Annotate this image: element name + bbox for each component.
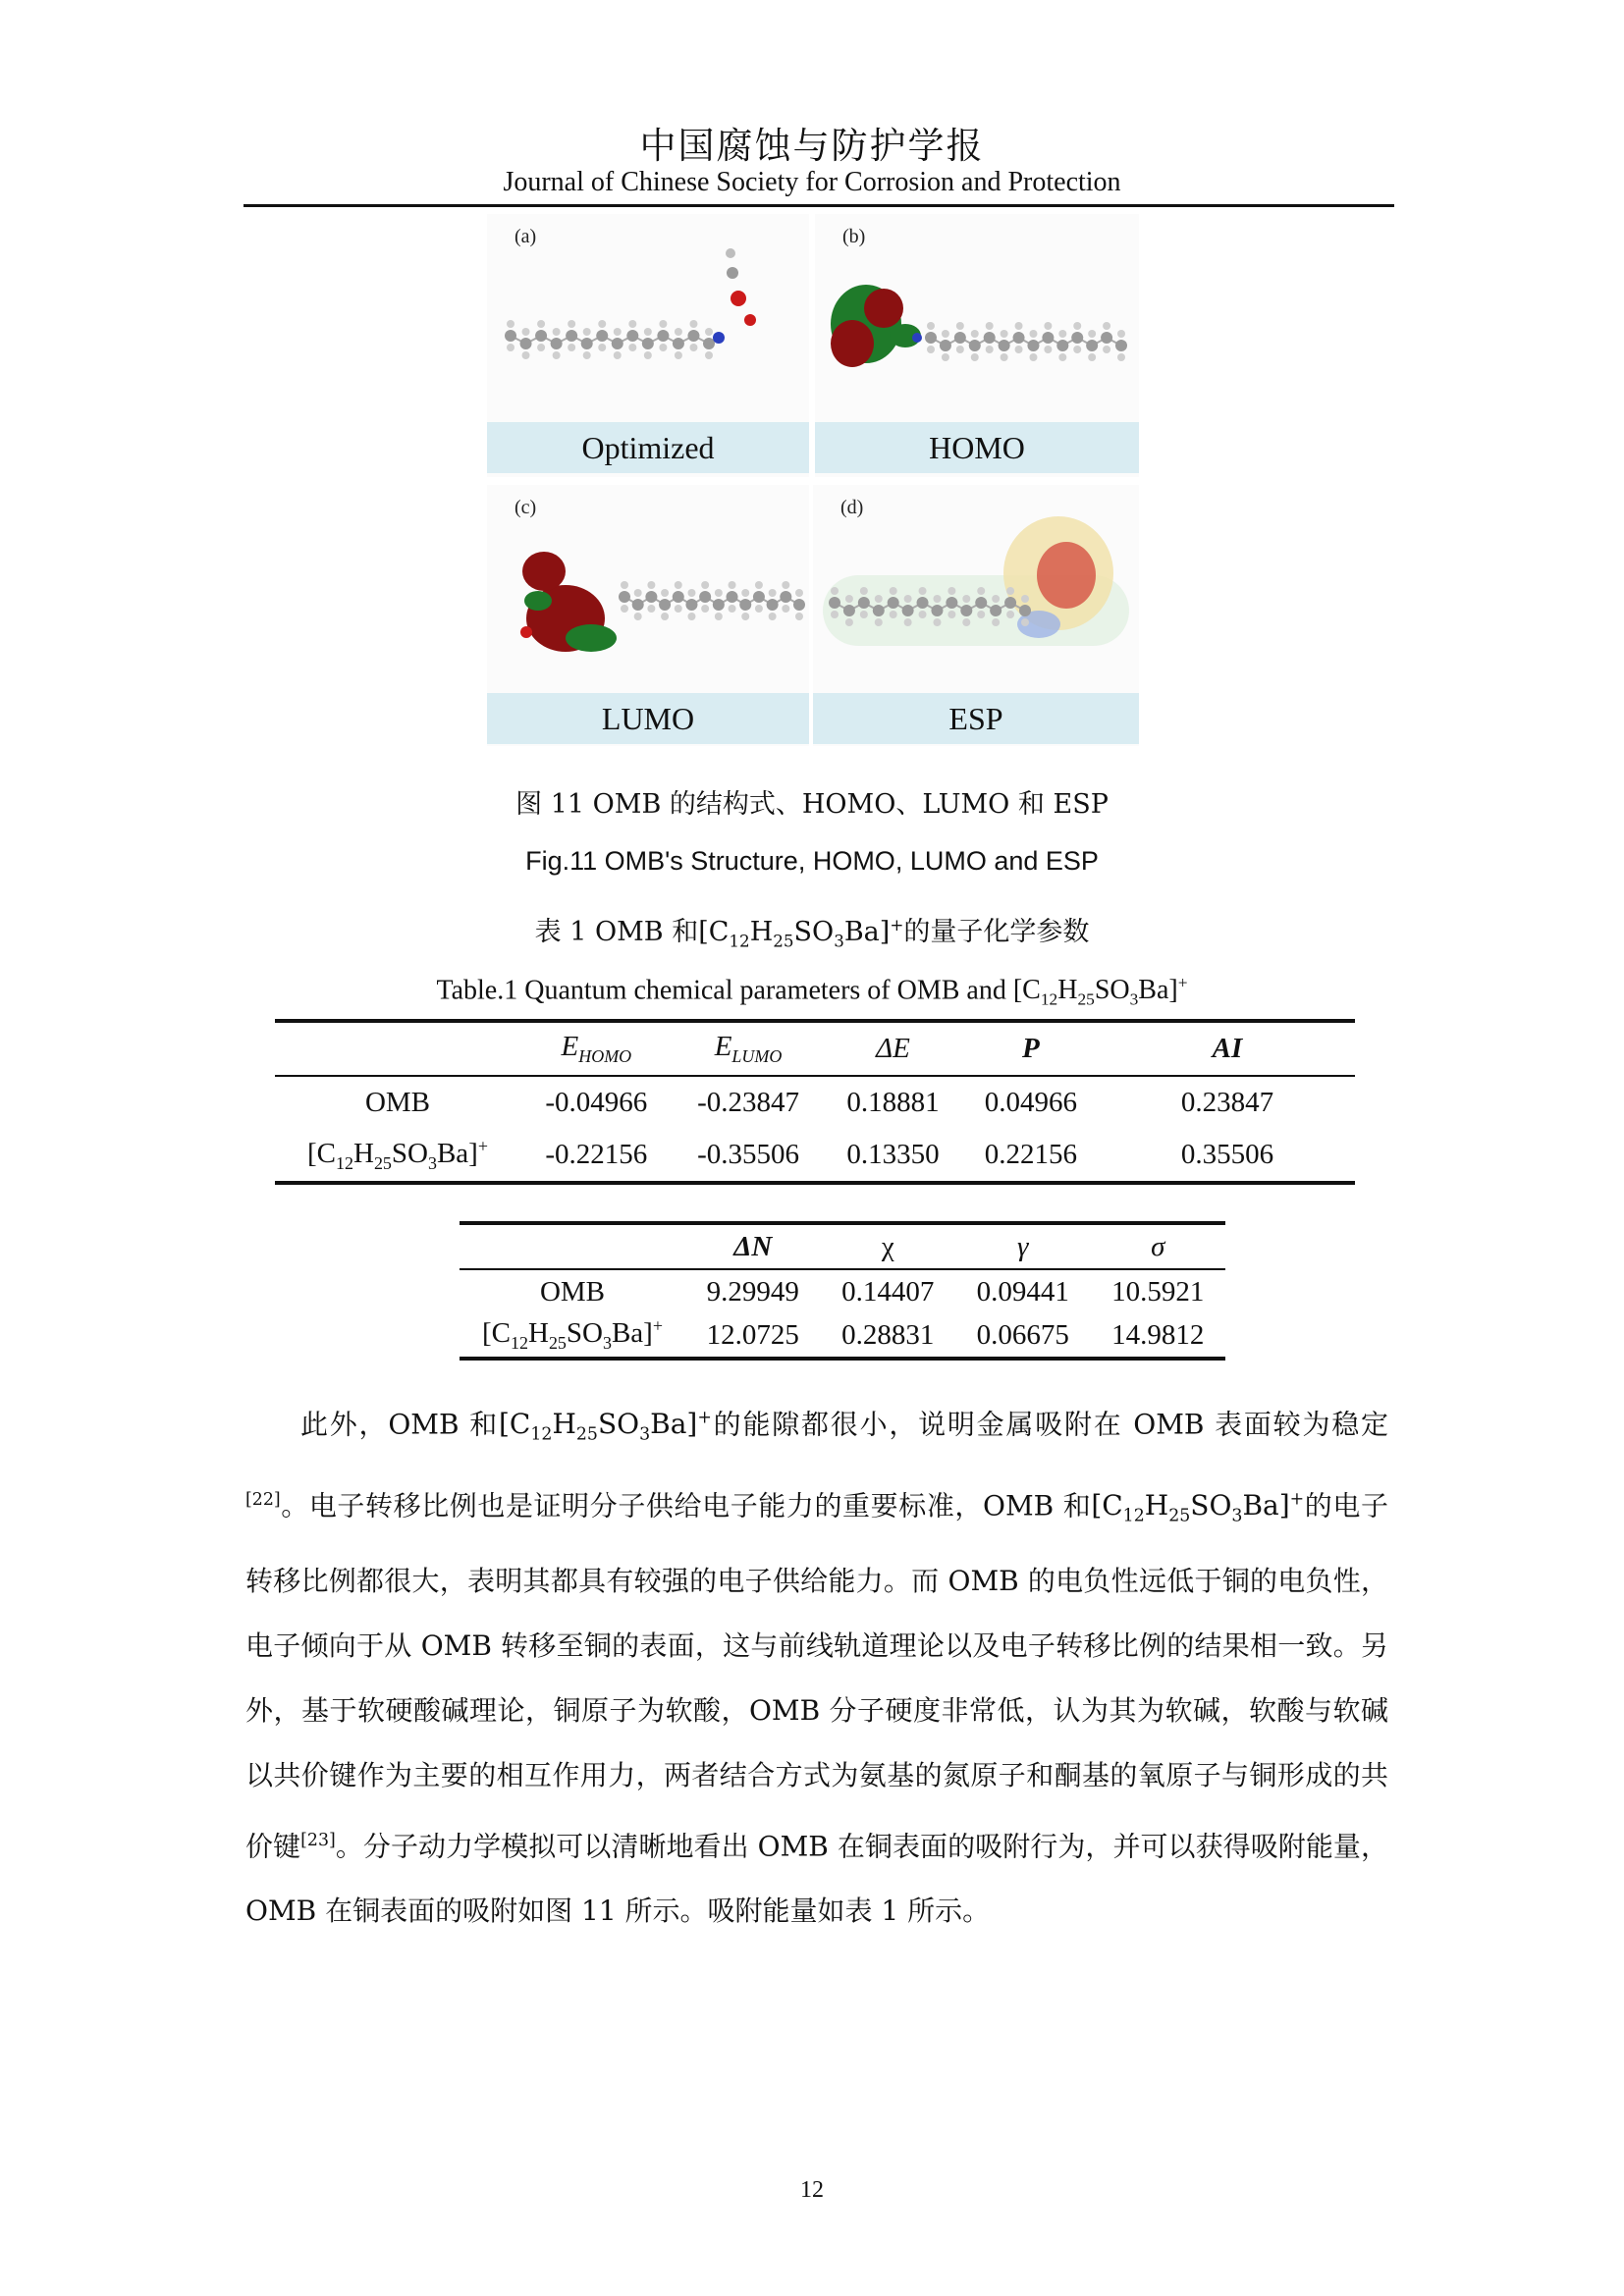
panel-label-homo: HOMO [815,422,1139,473]
cell-e-lumo: -0.23847 [697,1087,799,1118]
header-sigma: σ [1151,1230,1165,1262]
cell-delta-n: 9.29949 [706,1275,799,1308]
cell-chi: 0.28831 [841,1318,935,1351]
formula-c12h25so3ba: $[C_{12}H_{25}SO_3Ba]^+$ [307,1136,488,1173]
table-caption-cn: 表 1 OMB 和$[C_{12}H_{25}SO_3Ba]^+$的量子化学参数 [534,915,1090,951]
panel-letter-a: (a) [514,226,537,247]
cell-e-homo: -0.22156 [545,1139,648,1170]
header-p: P [1021,1033,1040,1064]
figure-panel-b [815,214,1139,477]
citation-22: [22] [245,1489,281,1510]
panel-label-esp: ESP [813,693,1139,744]
row-name-omb: OMB [539,1275,606,1308]
figure-panel-a [487,214,809,477]
header-delta-e: ΔE [876,1033,910,1064]
lumo-orbital-image [487,485,809,701]
row-name-formula [275,1129,520,1183]
row-name-formula [460,1313,685,1359]
cell-sigma: 10.5921 [1111,1275,1205,1308]
table-row [275,1129,1355,1183]
cell-e-lumo: -0.35506 [697,1139,799,1170]
row-name-omb: OMB [364,1087,431,1118]
table-row [460,1269,1225,1313]
header-e-lumo: $E_{LUMO}$ [714,1031,783,1066]
cell-ai: 0.35506 [1180,1139,1274,1170]
page-number: 12 [800,2177,824,2203]
header-e-homo: $E_{HOMO}$ [561,1031,632,1066]
table-caption-en: Table.1 Quantum chemical parameters of OMB and $[C_{12}H_{25}SO_3Ba]^+$ [436,974,1188,1009]
header-gamma: γ [1017,1230,1029,1262]
formula-c12h25so3ba: $[C_{12}H_{25}SO_3Ba]^+$ [698,915,904,951]
panel-letter-d: (d) [840,497,864,518]
panel-letter-b: (b) [842,226,866,247]
formula-c12h25so3ba: $[C_{12}H_{25}SO_3Ba]^+$ [499,1408,712,1445]
panel-label-optimized: Optimized [487,422,809,473]
citation-23: [23] [300,1830,336,1850]
figure-panel-c [487,485,809,746]
cell-chi: 0.14407 [841,1275,935,1308]
table-header-row [460,1223,1225,1269]
figure-panel-d [813,485,1139,746]
header-delta-n: ΔN [733,1230,773,1262]
quantum-parameters-table-1 [275,1019,1355,1185]
cell-delta-e: 0.13350 [846,1139,940,1170]
cell-p: 0.22156 [984,1139,1077,1170]
header-chi: χ [881,1230,894,1262]
header-rule [244,204,1394,207]
figure-caption-cn: 图 11 OMB 的结构式、HOMO、LUMO 和 ESP [515,789,1109,820]
cell-delta-e: 0.18881 [846,1087,940,1118]
esp-surface-image [813,485,1139,701]
cell-gamma: 0.06675 [976,1318,1069,1351]
cell-ai: 0.23847 [1180,1087,1274,1118]
optimized-molecule-image [487,214,809,430]
table-row [460,1313,1225,1359]
cell-sigma: 14.9812 [1111,1318,1205,1351]
body-paragraph: 此外，OMB 和$[C_{12}H_{25}SO_3Ba]^+$的能隙都很小，说明金属吸附在 OMB 表面较为稳定[22]。电子转移比例也是证明分子供给电子能力的重要标准，OMB 和$[C_{12}H_{25}SO_3Ba]^+$的电子转移比例都很大，表明其都具有较强的电子供给能力。而 OMB 的电负性远低于铜的电负性，电子倾向于从 OMB 转移至铜的表面，这与前线轨道理论以及电子转移比例的结果相一致。另外，基于软硬酸碱理论，铜原子为软酸，OMB 分子硬度非常低，认为其为软碱，软酸与软碱以共价键作为主要的相互作用力，两者结合方式为氨基的氮原子和酮基的氧原子与铜形成的共价键[23]。分子动力学模拟可以清晰地看出 OMB 在铜表面的吸附行为，并可以获得吸附能量，OMB 在铜表面的吸附如图 11 所示。吸附能量如表 1 所示。 [245,1408,1388,1928]
formula-c12h25so3ba: $[C_{12}H_{25}SO_3Ba]^+$ [482,1315,663,1354]
journal-title-cn: 中国腐蚀与防护学报 [639,125,985,167]
table-header-row [275,1021,1355,1076]
panel-label-lumo: LUMO [487,693,809,744]
journal-title-en: Journal of Chinese Society for Corrosion and Protection [503,167,1121,197]
cell-gamma: 0.09441 [976,1275,1069,1308]
header-ai: AI [1212,1033,1243,1064]
formula-c12h25so3ba: $[C_{12}H_{25}SO_3Ba]^+$ [1091,1489,1305,1526]
cell-delta-n: 12.0725 [706,1318,799,1351]
quantum-parameters-table-2 [460,1221,1225,1361]
cell-e-homo: -0.04966 [545,1087,648,1118]
formula-c12h25so3ba: $[C_{12}H_{25}SO_3Ba]^+$ [1012,974,1188,1009]
table-row [275,1076,1355,1129]
figure-caption-en: Fig.11 OMB's Structure, HOMO, LUMO and ESP [525,846,1099,876]
cell-p: 0.04966 [984,1087,1077,1118]
homo-orbital-image [815,214,1139,430]
panel-letter-c: (c) [514,497,537,518]
